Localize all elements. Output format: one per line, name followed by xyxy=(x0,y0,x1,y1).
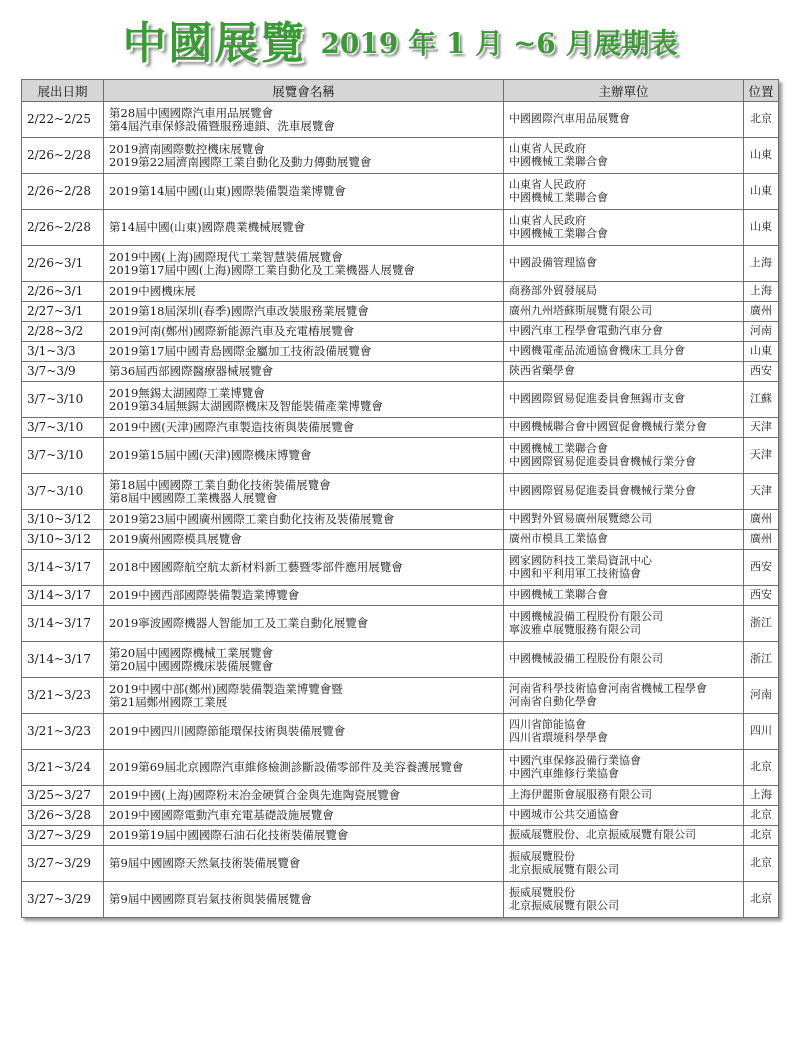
name-line: 2019第34屆無錫太湖國際機床及智能裝備產業博覽會 xyxy=(109,398,383,413)
header-location: 位置 xyxy=(744,80,779,102)
cell-organizer xyxy=(504,750,744,786)
table-row xyxy=(22,362,779,382)
cell-date: 3/7~3/10 xyxy=(22,438,104,474)
name-line: 2019河南(鄭州)國際新能源汽車及充電樁展覽會 xyxy=(109,324,355,339)
cell-location: 北京 xyxy=(744,806,779,826)
cell-organizer xyxy=(504,282,744,302)
cell-organizer xyxy=(504,382,744,418)
name-line: 2019中國四川國際節能環保技術與裝備展覽會 xyxy=(109,724,346,739)
cell-name xyxy=(104,642,504,678)
name-line: 第18屆中國國際工業自動化技術裝備展覽會 xyxy=(109,478,331,492)
header-name: 展覽會名稱 xyxy=(104,80,504,102)
cell-name xyxy=(104,174,504,210)
cell-date: 3/21~3/24 xyxy=(22,750,104,786)
organizer-line: 中國設備管理協會 xyxy=(509,256,597,270)
name-line: 2019中國中部(鄭州)國際裝備製造業博覽會暨 xyxy=(109,682,343,696)
cell-name xyxy=(104,474,504,510)
name-line: 2019中國(天津)國際汽車製造技術與裝備展覽會 xyxy=(109,420,355,435)
cell-location: 浙江 xyxy=(744,642,779,678)
table-row xyxy=(22,322,779,342)
cell-location: 廣州 xyxy=(744,510,779,530)
table-row xyxy=(22,606,779,642)
name-line: 2019中國(上海)國際現代工業智慧裝備展覽會 xyxy=(109,250,343,264)
cell-location: 北京 xyxy=(744,882,779,918)
table-row xyxy=(22,210,779,246)
organizer-line: 中國機電產品流通協會機床工具分會 xyxy=(509,344,685,358)
cell-organizer xyxy=(504,418,744,438)
cell-name xyxy=(104,302,504,322)
table-row xyxy=(22,550,779,586)
organizer-line: 中國國際貿易促進委員會機械行業分會 xyxy=(509,484,696,498)
cell-name xyxy=(104,550,504,586)
cell-name xyxy=(104,322,504,342)
organizer-line: 河南省自動化學會 xyxy=(509,694,597,708)
table-row xyxy=(22,826,779,846)
cell-date: 2/26~3/1 xyxy=(22,246,104,282)
cell-location: 河南 xyxy=(744,322,779,342)
table-row xyxy=(22,806,779,826)
table-row xyxy=(22,342,779,362)
cell-date: 3/7~3/10 xyxy=(22,382,104,418)
table-row xyxy=(22,510,779,530)
cell-date: 3/14~3/17 xyxy=(22,642,104,678)
organizer-line: 北京振威展覽有限公司 xyxy=(509,862,619,876)
table-body xyxy=(22,102,779,918)
cell-organizer xyxy=(504,642,744,678)
name-line: 2019寧波國際機器人智能加工及工業自動化展覽會 xyxy=(109,616,369,631)
name-line: 2019第22屆濟南國際工業自動化及動力傳動展覽會 xyxy=(109,154,372,169)
cell-location: 北京 xyxy=(744,846,779,882)
cell-name xyxy=(104,510,504,530)
cell-date: 3/10~3/12 xyxy=(22,530,104,550)
organizer-line: 商務部外貿發展局 xyxy=(509,284,597,298)
cell-organizer xyxy=(504,606,744,642)
table-row xyxy=(22,138,779,174)
cell-date: 2/26~2/28 xyxy=(22,174,104,210)
organizer-line: 四川省環境科學學會 xyxy=(509,730,608,744)
cell-location: 江蘇 xyxy=(744,382,779,418)
table-row xyxy=(22,678,779,714)
organizer-line: 廣州九州塔蘇斯展覽有限公司 xyxy=(509,304,652,318)
cell-organizer xyxy=(504,102,744,138)
cell-location: 上海 xyxy=(744,246,779,282)
name-line: 2019無錫太湖國際工業博覽會 xyxy=(109,386,265,400)
table-row xyxy=(22,418,779,438)
cell-location: 北京 xyxy=(744,826,779,846)
organizer-line: 中國國際貿易促進委員會機械行業分會 xyxy=(509,454,696,468)
organizer-line: 四川省節能協會 xyxy=(509,718,586,731)
cell-name xyxy=(104,382,504,418)
table-row xyxy=(22,586,779,606)
title-sub: 2019 年 1 月 ~6 月展期表 xyxy=(320,27,678,60)
organizer-line: 振威展覽股份 xyxy=(509,886,575,899)
cell-name xyxy=(104,882,504,918)
cell-name xyxy=(104,418,504,438)
organizer-line: 中國機械工業聯合會 xyxy=(509,588,608,602)
cell-location: 廣州 xyxy=(744,530,779,550)
cell-location: 山東 xyxy=(744,210,779,246)
organizer-line: 中國汽車工程學會電動汽車分會 xyxy=(509,324,663,338)
organizer-line: 山東省人民政府 xyxy=(509,142,586,155)
cell-date: 3/21~3/23 xyxy=(22,714,104,750)
cell-name xyxy=(104,438,504,474)
name-line: 第14屆中國(山東)國際農業機械展覽會 xyxy=(109,220,306,235)
cell-date: 3/14~3/17 xyxy=(22,606,104,642)
cell-name xyxy=(104,102,504,138)
name-line: 第8屆中國國際工業機器人展覽會 xyxy=(109,490,278,505)
cell-name xyxy=(104,714,504,750)
cell-organizer xyxy=(504,438,744,474)
name-line: 2019第23屆中國廣州國際工業自動化技術及裝備展覽會 xyxy=(109,512,395,527)
cell-date: 3/27~3/29 xyxy=(22,882,104,918)
organizer-line: 山東省人民政府 xyxy=(509,178,586,191)
cell-organizer xyxy=(504,322,744,342)
name-line: 2019中國(上海)國際粉末冶金硬質合金與先進陶瓷展覽會 xyxy=(109,788,401,803)
cell-date: 3/1~3/3 xyxy=(22,342,104,362)
name-line: 第9屆中國國際天然氣技術裝備展覽會 xyxy=(109,856,301,871)
cell-name xyxy=(104,210,504,246)
organizer-line: 中國汽車保修設備行業協會 xyxy=(509,754,641,767)
cell-date: 2/22~2/25 xyxy=(22,102,104,138)
table-row xyxy=(22,750,779,786)
cell-organizer xyxy=(504,586,744,606)
cell-name xyxy=(104,282,504,302)
table-row xyxy=(22,382,779,418)
cell-name xyxy=(104,246,504,282)
organizer-line: 中國機械工業聯合會 xyxy=(509,442,608,455)
table-row xyxy=(22,846,779,882)
organizer-line: 中國和平利用軍工技術協會 xyxy=(509,566,641,580)
name-line: 第4屆汽車保修設備暨服務連鎖、洗車展覽會 xyxy=(109,118,335,133)
cell-organizer xyxy=(504,302,744,322)
cell-date: 3/26~3/28 xyxy=(22,806,104,826)
name-line: 2019第19屆中國國際石油石化技術裝備展覽會 xyxy=(109,828,349,843)
table-row xyxy=(22,882,779,918)
name-line: 2019廣州國際模具展覽會 xyxy=(109,532,242,547)
name-line: 2019濟南國際數控機床展覽會 xyxy=(109,142,265,156)
cell-organizer xyxy=(504,826,744,846)
organizer-line: 寧波雅卓展覽服務有限公司 xyxy=(509,622,641,636)
cell-location: 北京 xyxy=(744,750,779,786)
exhibition-table xyxy=(21,79,779,918)
cell-location: 浙江 xyxy=(744,606,779,642)
cell-name xyxy=(104,846,504,882)
cell-name xyxy=(104,786,504,806)
cell-location: 上海 xyxy=(744,786,779,806)
cell-location: 西安 xyxy=(744,586,779,606)
cell-location: 天津 xyxy=(744,418,779,438)
header-organizer: 主辦單位 xyxy=(504,80,744,102)
organizer-line: 北京振威展覽有限公司 xyxy=(509,898,619,912)
name-line: 2019中國國際電動汽車充電基礎設施展覽會 xyxy=(109,808,334,823)
table-row xyxy=(22,714,779,750)
organizer-line: 廣州市模具工業協會 xyxy=(509,532,608,546)
table-header-row xyxy=(22,80,779,102)
cell-date: 3/7~3/9 xyxy=(22,362,104,382)
cell-date: 2/28~3/2 xyxy=(22,322,104,342)
name-line: 2019第69屆北京國際汽車維修檢測診斷設備零部件及美容養護展覽會 xyxy=(109,760,464,775)
cell-location: 四川 xyxy=(744,714,779,750)
name-line: 第20屆中國國際機床裝備展覽會 xyxy=(109,658,274,673)
cell-date: 3/27~3/29 xyxy=(22,826,104,846)
cell-date: 3/14~3/17 xyxy=(22,586,104,606)
name-line: 2019第14屆中國(山東)國際裝備製造業博覽會 xyxy=(109,184,346,199)
name-line: 2019第17屆中國青島國際金屬加工技術設備展覽會 xyxy=(109,344,372,359)
name-line: 第36屆西部國際醫療器械展覽會 xyxy=(109,364,274,379)
table-row xyxy=(22,786,779,806)
cell-date: 2/26~2/28 xyxy=(22,138,104,174)
name-line: 2019第18屆深圳(春季)國際汽車改裝服務業展覽會 xyxy=(109,304,369,319)
cell-name xyxy=(104,826,504,846)
name-line: 2019第17屆中國(上海)國際工業自動化及工業機器人展覽會 xyxy=(109,262,415,277)
organizer-line: 中國國際汽車用品展覽會 xyxy=(509,112,630,126)
header-date: 展出日期 xyxy=(22,80,104,102)
organizer-line: 中國機械設備工程股份有限公司 xyxy=(509,652,663,666)
cell-organizer xyxy=(504,138,744,174)
cell-location: 河南 xyxy=(744,678,779,714)
organizer-line: 中國機械工業聯合會 xyxy=(509,226,608,240)
organizer-line: 振威展覽股份、北京振威展覽有限公司 xyxy=(509,828,696,842)
name-line: 第21屆鄭州國際工業展 xyxy=(109,694,228,709)
title-main: 中國展覽 xyxy=(122,18,307,69)
page-title xyxy=(0,4,800,74)
organizer-line: 中國機械聯合會中國貿促會機械行業分會 xyxy=(509,420,707,434)
cell-name xyxy=(104,138,504,174)
cell-organizer xyxy=(504,530,744,550)
cell-organizer xyxy=(504,550,744,586)
cell-location: 西安 xyxy=(744,550,779,586)
cell-date: 3/10~3/12 xyxy=(22,510,104,530)
table-row xyxy=(22,474,779,510)
table-row xyxy=(22,246,779,282)
organizer-line: 中國國際貿易促進委員會無錫市支會 xyxy=(509,392,685,406)
cell-location: 廣州 xyxy=(744,302,779,322)
cell-organizer xyxy=(504,510,744,530)
cell-date: 3/7~3/10 xyxy=(22,418,104,438)
organizer-line: 陝西省藥學會 xyxy=(509,364,575,378)
cell-name xyxy=(104,606,504,642)
cell-date: 2/26~3/1 xyxy=(22,282,104,302)
name-line: 第20屆中國國際機械工業展覽會 xyxy=(109,646,274,660)
cell-location: 西安 xyxy=(744,362,779,382)
cell-location: 北京 xyxy=(744,102,779,138)
table-row xyxy=(22,530,779,550)
cell-name xyxy=(104,362,504,382)
cell-location: 山東 xyxy=(744,138,779,174)
cell-organizer xyxy=(504,342,744,362)
cell-date: 3/7~3/10 xyxy=(22,474,104,510)
organizer-line: 中國機械工業聯合會 xyxy=(509,154,608,168)
organizer-line: 中國城市公共交通協會 xyxy=(509,808,619,822)
cell-organizer xyxy=(504,882,744,918)
cell-organizer xyxy=(504,786,744,806)
cell-name xyxy=(104,586,504,606)
name-line: 2018中國國際航空航太新材料新工藝暨零部件應用展覽會 xyxy=(109,560,403,575)
table-row xyxy=(22,282,779,302)
cell-organizer xyxy=(504,362,744,382)
cell-organizer xyxy=(504,246,744,282)
organizer-line: 上海伊麗斯會展服務有限公司 xyxy=(509,788,652,802)
table-row xyxy=(22,102,779,138)
table-row xyxy=(22,642,779,678)
cell-name xyxy=(104,750,504,786)
organizer-line: 國家國防科技工業局資訊中心 xyxy=(509,554,652,567)
organizer-line: 中國汽車維修行業協會 xyxy=(509,766,619,780)
cell-organizer xyxy=(504,714,744,750)
cell-name xyxy=(104,678,504,714)
organizer-line: 河南省科學技術協會河南省機械工程學會 xyxy=(509,682,707,695)
cell-date: 3/27~3/29 xyxy=(22,846,104,882)
table-row xyxy=(22,302,779,322)
name-line: 第9屆中國國際頁岩氣技術與裝備展覽會 xyxy=(109,892,312,907)
name-line: 2019中國西部國際裝備製造業博覽會 xyxy=(109,588,300,603)
organizer-line: 中國機械工業聯合會 xyxy=(509,190,608,204)
cell-date: 3/25~3/27 xyxy=(22,786,104,806)
cell-organizer xyxy=(504,210,744,246)
cell-date: 3/21~3/23 xyxy=(22,678,104,714)
name-line: 2019中國機床展 xyxy=(109,284,196,299)
cell-location: 天津 xyxy=(744,438,779,474)
cell-organizer xyxy=(504,174,744,210)
cell-date: 3/14~3/17 xyxy=(22,550,104,586)
cell-location: 上海 xyxy=(744,282,779,302)
cell-organizer xyxy=(504,846,744,882)
organizer-line: 振威展覽股份 xyxy=(509,850,575,863)
cell-organizer xyxy=(504,474,744,510)
cell-name xyxy=(104,806,504,826)
name-line: 2019第15屆中國(天津)國際機床博覽會 xyxy=(109,448,312,463)
cell-location: 天津 xyxy=(744,474,779,510)
cell-location: 山東 xyxy=(744,342,779,362)
cell-name xyxy=(104,342,504,362)
cell-organizer xyxy=(504,806,744,826)
cell-date: 2/27~3/1 xyxy=(22,302,104,322)
table-row xyxy=(22,438,779,474)
organizer-line: 中國機械設備工程股份有限公司 xyxy=(509,610,663,623)
cell-organizer xyxy=(504,678,744,714)
cell-name xyxy=(104,530,504,550)
name-line: 第28屆中國國際汽車用品展覽會 xyxy=(109,106,274,120)
cell-location: 山東 xyxy=(744,174,779,210)
organizer-line: 中國對外貿易廣州展覽總公司 xyxy=(509,512,652,526)
organizer-line: 山東省人民政府 xyxy=(509,214,586,227)
cell-date: 2/26~2/28 xyxy=(22,210,104,246)
table-row xyxy=(22,174,779,210)
